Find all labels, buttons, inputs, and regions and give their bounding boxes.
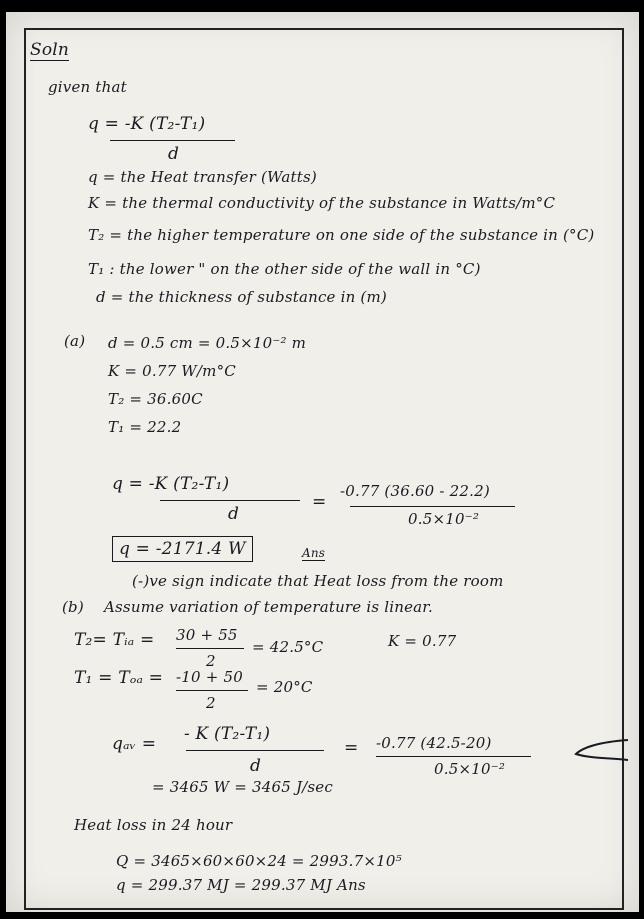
part-b-t1-num: -10 + 50 — [176, 668, 243, 686]
definition-t1: T₁ : the lower " on the other side of the wall in °C) — [88, 260, 481, 278]
part-a-ans: Ans — [302, 546, 326, 560]
part-b-t2-num: 30 + 55 — [176, 626, 238, 644]
part-b-label: (b) — [62, 598, 84, 616]
part-a-eq-right-num: -0.77 (36.60 - 22.2) — [340, 482, 490, 500]
part-b-t2-den: 2 — [206, 652, 216, 670]
formula-denominator: d — [168, 144, 180, 164]
part-a-eq-right-den: 0.5×10⁻² — [408, 510, 480, 528]
part-b-t1-value: = 20°C — [256, 678, 313, 696]
part-a-label: (a) — [64, 332, 86, 350]
definition-k: K = the thermal conductivity of the substance in Watts/m°C — [88, 194, 556, 212]
part-b-t1-den: 2 — [206, 694, 216, 712]
part-b-t2-bar — [176, 648, 244, 649]
part-a-t1: T₁ = 22.2 — [108, 418, 182, 436]
part-a-note: (-)ve sign indicate that Heat loss from the room — [132, 572, 504, 590]
part-a-result-box: q = -2171.4 W — [112, 536, 253, 562]
part-b-total-line-2: q = 299.37 MJ = 299.37 MJ Ans — [116, 876, 366, 894]
part-a-k: K = 0.77 W/m°C — [108, 362, 236, 380]
definition-d: d = the thickness of substance in (m) — [96, 288, 387, 306]
part-a-eq-right-bar — [350, 506, 515, 507]
part-b-total-line-1: Q = 3465×60×60×24 = 2993.7×10⁵ — [116, 852, 402, 870]
formula-bar — [110, 140, 235, 141]
part-a-d: d = 0.5 cm = 0.5×10⁻² m — [108, 334, 307, 352]
part-b-qav-rden: 0.5×10⁻² — [434, 760, 506, 778]
correction-arc — [568, 736, 628, 766]
definition-t2: T₂ = the higher temperature on one side of the substance in (°C) — [88, 226, 595, 244]
part-b-t2-value: = 42.5°C — [252, 638, 324, 656]
part-b-qav-den: d — [250, 756, 262, 776]
part-b-qav-num: - K (T₂-T₁) — [184, 724, 271, 744]
given-heading: given that — [48, 78, 127, 96]
part-b-qav-rnum: -0.77 (42.5-20) — [376, 734, 492, 752]
part-b-t2-lhs: T₂= Tᵢₐ = — [74, 630, 155, 650]
solution-label: Soln — [30, 40, 70, 60]
part-b-k-value: K = 0.77 — [388, 632, 457, 650]
definition-q: q = the Heat transfer (Watts) — [88, 168, 317, 186]
part-a-eq-left-bar — [160, 500, 300, 501]
part-b-qav-bar — [186, 750, 324, 751]
part-b-qav-lhs: qₐᵥ = — [112, 734, 157, 754]
part-b-qav-equals: = — [344, 738, 359, 758]
part-a-eq-equals: = — [312, 492, 327, 512]
part-a-t2: T₂ = 36.60C — [108, 390, 203, 408]
part-a-eq-left-den: d — [228, 504, 240, 524]
part-b-t1-lhs: T₁ = Tₒₐ = — [74, 668, 164, 688]
part-b-qav-result: = 3465 W = 3465 J/sec — [152, 778, 333, 796]
part-b-qav-rbar — [376, 756, 531, 757]
part-b-assumption: Assume variation of temperature is linear. — [104, 598, 433, 616]
part-b-t1-bar — [176, 690, 248, 691]
part-b-heat-loss-title: Heat loss in 24 hour — [74, 816, 233, 834]
formula-numerator: q = -K (T₂-T₁) — [88, 114, 206, 134]
part-a-eq-left-num: q = -K (T₂-T₁) — [112, 474, 230, 494]
